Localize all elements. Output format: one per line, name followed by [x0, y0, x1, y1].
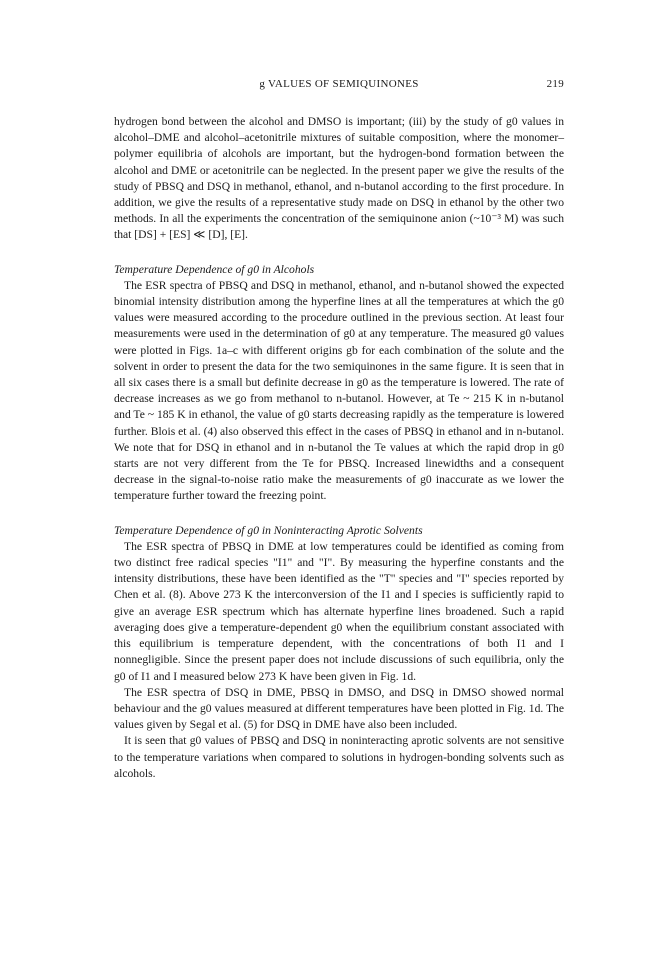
paragraph-continuation: hydrogen bond between the alcohol and DMSO is important; (iii) by the study of g0 values in alcohol–DME and alcohol–acetonitrile mixtures of suitable composition, where the monomer–polymer equilibria of alcohols are important, but the hydrogen-bond formation between the alcohol and DME or acetonitrile can be neglected. In the present paper we give the results of the study of PBSQ and DSQ in methanol, ethanol, and n-butanol according to the first procedure. In addition, we give the results of a representative study made on DSQ in ethanol by the other two methods. In all the experiments the concentration of the semiquinone anion (~10⁻³ M) was such that [DS] + [ES] ≪ [D], [E]. [114, 115, 564, 242]
section-heading-alcohols: Temperature Dependence of g0 in Alcohols [114, 262, 315, 276]
article-body [114, 114, 564, 782]
page-number: 219 [546, 78, 564, 90]
running-header [114, 78, 564, 94]
journal-page [114, 78, 564, 782]
paragraph-aprotic-2: The ESR spectra of DSQ in DME, PBSQ in DMSO, and DSQ in DMSO showed normal behaviour and the g0 values measured at different temperatures have been plotted in Fig. 1d. The values given by Segal et al. (5) for DSQ in DME have also been included. [114, 685, 564, 732]
paragraph-aprotic-3: It is seen that g0 values of PBSQ and DSQ in noninteracting aprotic solvents are not sensitive to the temperature variations when compared to solutions in hydrogen-bonding solvents such as alcohols. [114, 734, 564, 780]
section-heading-aprotic-solvents: Temperature Dependence of g0 in Noninteracting Aprotic Solvents [114, 523, 423, 537]
paragraph-aprotic-1: The ESR spectra of PBSQ in DME at low temperatures could be identified as coming from two distinct free radical species "I1" and "I". By measuring the hyperfine constants and the intensity distributions, these have been identified as the "T" species and "I" species reported by Chen et al. (8). Above 273 K the interconversion of the I1 and I species is sufficiently rapid to give an average ESR spectrum which has alternate hyperfine lines broadened. Such a rapid averaging does give a temperature-dependent g0 when the equilibrium constant associated with this equilibrium is temperature dependent, with the concentrations of both I1 and I nonnegligible. Since the present paper does not include discussions of such equilibria, only the g0 of I1 and I measured below 273 K have been given in Fig. 1d. [114, 539, 564, 683]
running-title: g VALUES OF SEMIQUINONES [259, 78, 419, 90]
paragraph-alcohols: The ESR spectra of PBSQ and DSQ in methanol, ethanol, and n-butanol showed the expected binomial intensity distribution among the hyperfine lines at all the temperatures at which the g0 values were measured according to the procedure outlined in the previous section. At least four measurements were used in the determination of g0 at any temperature. The measured g0 values were plotted in Figs. 1a–c with different origins gb for each combination of the solute and the solvent in order to present the data for the two semiquinones in the same figure. It is seen that in all six cases there is a small but definite decrease in g0 as the temperature is lowered. The rate of decrease increases as we go from methanol to n-butanol. However, at Te ~ 215 K in n-butanol and Te ~ 185 K in ethanol, the value of g0 starts decreasing rapidly as the temperature is lowered further. Blois et al. (4) also observed this effect in the cases of PBSQ in ethanol and in n-butanol. We note that for DSQ in ethanol and in n-butanol the Te values at which the rapid drop in g0 starts are not very different from the Te for PBSQ. Increased linewidths and a consequent decrease in the signal-to-noise ratio make the measurements of g0 inaccurate as we lower the temperature further toward the freezing point. [114, 278, 564, 503]
